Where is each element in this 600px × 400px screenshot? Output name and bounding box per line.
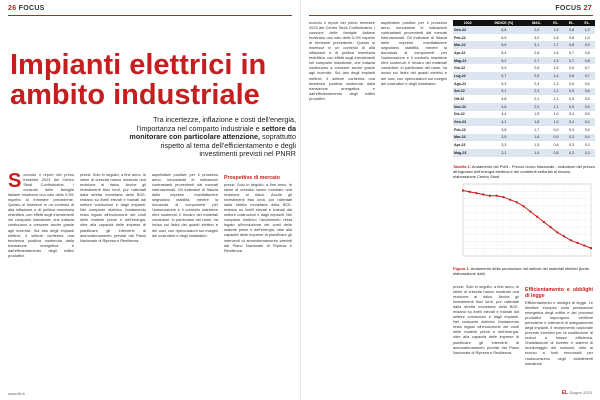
table-row bbox=[453, 72, 595, 80]
table-body bbox=[453, 26, 595, 157]
table-cell: Mag-22 bbox=[453, 57, 483, 65]
table-cell: 1,5 bbox=[525, 141, 548, 149]
section-title-col4: Efficientamento e obblighi di legge bbox=[525, 287, 593, 299]
table-cell: 1,6 bbox=[548, 34, 564, 42]
table-row bbox=[453, 134, 595, 142]
table-cell: 6,8 bbox=[483, 26, 526, 34]
table-cell: 0,8 bbox=[564, 26, 580, 34]
table-cell: 0,5 bbox=[579, 95, 595, 103]
table-cell: 5,9 bbox=[483, 64, 526, 72]
table-cell: 0,7 bbox=[579, 72, 595, 80]
chart-caption-label: Figura 1. bbox=[453, 266, 470, 271]
right-page bbox=[300, 0, 600, 400]
subtitle-part1: Tra incertezze, inflazione e costi dell'energia, l'importanza nel comparto industriale e bbox=[136, 115, 296, 133]
header-rule-left bbox=[8, 15, 292, 16]
table-cell: 1,4 bbox=[525, 149, 548, 157]
table-cell: 0,8 bbox=[564, 41, 580, 49]
table-cell: 6,9 bbox=[483, 34, 526, 42]
table-header-cell: EL. bbox=[579, 20, 595, 26]
right-body-column-3-text: prezzi. Solo in seguito, a fine anno, le stime di crescita hanno mostrato una revisione al rialzo. Anche gli investimenti fissi lordi, pur rallentati dalla stretta monetaria della BCE, restano su livelli elevati e trainati dal settore costruzioni e dagli impianti. Nel comparto elettrico l'andamento resta legato all'evoluzione dei costi delle materie prime e dell'energia, oltre alla capacità delle imprese di pianificare gli interventi di ammodernamento previsti dal Piano Nazionale di Ripresa e Resilienza. bbox=[453, 284, 519, 355]
table-cell: 5,7 bbox=[483, 72, 526, 80]
table-cell: 4,4 bbox=[483, 111, 526, 119]
table-cell: 1,2 bbox=[548, 88, 564, 96]
table-caption-label: Tabella 1. bbox=[453, 164, 471, 169]
dropcap: S bbox=[8, 172, 22, 192]
table-cell: 1,0 bbox=[548, 118, 564, 126]
table-row bbox=[453, 95, 595, 103]
table-cell: 2,4 bbox=[525, 80, 548, 88]
chart-caption-text: Andamento della produzione nel settore dei materiali elettrici (fonte elaborazione dati) bbox=[453, 266, 590, 276]
table-cell: Gen-23 bbox=[453, 118, 483, 126]
table-row bbox=[453, 64, 595, 72]
chart-point bbox=[577, 242, 579, 244]
table-cell: 0,3 bbox=[579, 149, 595, 157]
body-column-1 bbox=[8, 172, 74, 390]
right-body-column-4-text: Efficientamento e obblighi di legge. Le direttive europee sulla prestazione energetica degli edifici e dei processi produttivi impongono verifiche periodiche e interventi di adeguamento degli impianti. Il recepimento nazionale prevede incentivi per la sostituzione di motori a bassa efficienza, l'installazione di inverter e sistemi di monitoraggio dei consumi, oltre al ricorso a fonti rinnovabili per l'autoconsumo negli stabilimenti industriali. bbox=[525, 300, 593, 366]
table-cell: 0,4 bbox=[564, 126, 580, 134]
subtitle-bold: settore da monitorare con particolare attenzione, bbox=[129, 123, 296, 142]
table-cell: Gen-22 bbox=[453, 26, 483, 34]
table-cell: 0,3 bbox=[564, 149, 580, 157]
body-column-2 bbox=[80, 172, 146, 390]
table-row bbox=[453, 118, 595, 126]
table-cell: 1,0 bbox=[548, 111, 564, 119]
table-cell: 6,2 bbox=[483, 57, 526, 65]
section-label-right: FOCUS bbox=[555, 5, 582, 12]
right-body-column-1-text: econdo il report del primo trimestre 2023 del Centro Studi Confindustria, i consumi delle famiglie italiane mostrano uno calo dello 0,3% rispetto al trimestre precedente. Questo si inserisce in un contesto di alta inflazione e di politica monetaria restrittiva, con effetti sugli investimenti nel comparto industriale, che tuttavia continuano a crescere anche grazie agli incentivi. Sul lato degli impianti elettrici, il settore conferma una tendenza positiva sostenuta dalla transizione energetica e dall'efficientamento degli edifici produttivi. bbox=[309, 20, 375, 101]
chart-caption bbox=[453, 266, 595, 276]
chart-point bbox=[462, 190, 464, 192]
table-cell: 0,6 bbox=[579, 88, 595, 96]
pun-table bbox=[453, 20, 595, 157]
table-cell: 1,6 bbox=[548, 49, 564, 57]
table-row bbox=[453, 111, 595, 119]
chart-point bbox=[509, 199, 511, 201]
table-cell: 0,6 bbox=[564, 64, 580, 72]
table-cell: 0,6 bbox=[564, 80, 580, 88]
headline: Impianti elettrici in ambito industriale bbox=[10, 49, 267, 111]
chart-point bbox=[536, 216, 538, 218]
table-cell: 0,7 bbox=[564, 49, 580, 57]
chart-point bbox=[523, 205, 525, 207]
table-cell: 0,4 bbox=[564, 111, 580, 119]
table-cell: 2,5 bbox=[525, 72, 548, 80]
table-cell: 0,7 bbox=[579, 64, 595, 72]
table-cell: 3,5 bbox=[483, 134, 526, 142]
table-cell: 1,8 bbox=[525, 118, 548, 126]
table-cell: 0,4 bbox=[564, 118, 580, 126]
table-row bbox=[453, 141, 595, 149]
body-column-1-text: econdo il report del primo trimestre 2023 del Centro Studi Confindustria, i consumi delle famiglie italiane mostrano uno calo dello 0,3% rispetto al trimestre precedente. Questo si inserisce in un contesto di alta inflazione e di politica monetaria restrittiva, con effetti sugli investimenti nel comparto industriale, che tuttavia continuano a crescere anche grazie agli incentivi. Sul lato degli impianti elettrici, il settore conferma una tendenza positiva sostenuta dalla transizione energetica e dall'efficientamento degli edifici produttivi. bbox=[8, 172, 74, 258]
section-title-col4a: Prospettive di mercato bbox=[224, 175, 280, 181]
table-cell: 2,3 bbox=[525, 88, 548, 96]
table-cell: 0,5 bbox=[564, 103, 580, 111]
table-cell: 1,6 bbox=[525, 134, 548, 142]
table-cell: 1,0 bbox=[579, 34, 595, 42]
chart-point bbox=[583, 245, 585, 247]
table-cell: Feb-22 bbox=[453, 34, 483, 42]
right-body-column-1 bbox=[309, 20, 375, 390]
table-cell: 2,8 bbox=[525, 49, 548, 57]
table-cell: Giu-22 bbox=[453, 64, 483, 72]
table-cell: 1,5 bbox=[548, 57, 564, 65]
table-cell: 2,6 bbox=[525, 64, 548, 72]
table-cell: 1,4 bbox=[548, 72, 564, 80]
chart-point bbox=[563, 235, 565, 237]
body-column-2-text: prezzi. Solo in seguito, a fine anno, le stime di crescita hanno mostrato una revisione al rialzo. Anche gli investimenti fissi lordi, pur rallentati dalla stretta monetaria della BCE, restano su livelli elevati e trainati dal settore costruzioni e dagli impianti. Nel comparto elettrico l'andamento resta legato all'evoluzione dei costi delle materie prime e dell'energia, oltre alla capacità delle imprese di pianificare gli interventi di ammodernamento previsti dal Piano Nazionale di Ripresa e Resilienza. bbox=[80, 172, 146, 243]
table-cell: 0,8 bbox=[548, 141, 564, 149]
table-cell: 1,0 bbox=[579, 26, 595, 34]
table-cell: 0,6 bbox=[579, 80, 595, 88]
table-header-cell: INDICE (%) bbox=[483, 20, 526, 26]
subtitle bbox=[126, 116, 296, 159]
table-cell: 0,4 bbox=[579, 126, 595, 134]
table-cell: 0,3 bbox=[579, 141, 595, 149]
table-cell: 3,8 bbox=[483, 126, 526, 134]
chart-point bbox=[482, 193, 484, 195]
production-chart bbox=[453, 180, 595, 264]
table-cell: 4,6 bbox=[483, 103, 526, 111]
table-cell: 2,7 bbox=[525, 57, 548, 65]
table-cell: 0,8 bbox=[579, 57, 595, 65]
chart-point bbox=[489, 195, 491, 197]
chart-point bbox=[543, 221, 545, 223]
chart-point bbox=[556, 231, 558, 233]
table-caption bbox=[453, 164, 595, 179]
table-cell: 2,1 bbox=[525, 95, 548, 103]
table-cell: 0,4 bbox=[579, 134, 595, 142]
table-cell: 0,3 bbox=[564, 141, 580, 149]
right-body-column-2-text: aspettative positive per il prossimo anno, nonostante le indicazioni contrastanti provenienti dai mercati internazionali. Gli indicatori di fiducia delle imprese manifatturiere segnalano stabilità, mentre la domanda di componenti per l'automazione e il controllo mantiene ritmi sostenuti. Il rincaro dei materiali conduttori, in particolare del rame, ha inciso sui listini dei quadri elettrici e dei cavi, con ripercussioni sui margini dei costruttori e degli installatori. bbox=[381, 20, 447, 86]
table-row bbox=[453, 103, 595, 111]
header-rule-right bbox=[309, 15, 593, 16]
table-cell: 0,8 bbox=[564, 34, 580, 42]
running-header-right bbox=[555, 5, 592, 12]
table-cell: 6,4 bbox=[483, 49, 526, 57]
body-column-4-text: prezzi. Solo in seguito, a fine anno, le stime di crescita hanno mostrato una revisione al rialzo. Anche gli investimenti fissi lordi, pur rallentati dalla stretta monetaria della BCE, restano su livelli elevati e trainati dal settore costruzioni e dagli impianti. Nel comparto elettrico l'andamento resta legato all'evoluzione dei costi delle materie prime e dell'energia, oltre alla capacità delle imprese di pianificare gli interventi di ammodernamento previsti dal Piano Nazionale di Ripresa e Resilienza. bbox=[224, 182, 292, 253]
table-row bbox=[453, 41, 595, 49]
table-cell: 4,8 bbox=[483, 95, 526, 103]
table-cell: 0,9 bbox=[579, 41, 595, 49]
table-header-cell: MAC. bbox=[525, 20, 548, 26]
table-cell: 0,5 bbox=[579, 111, 595, 119]
table-cell: Apr-23 bbox=[453, 141, 483, 149]
table-cell: 3,3 bbox=[483, 141, 526, 149]
table-cell: Ott-22 bbox=[453, 95, 483, 103]
table-cell: 0,7 bbox=[564, 57, 580, 65]
issue-label: Giugno 2023 bbox=[569, 390, 592, 395]
table-cell: Mar-23 bbox=[453, 134, 483, 142]
table-caption-text: Andamento dei PUN - Prezzo Unico Nazionale - indicatore del prezzo all'ingrosso dell'energia elettrica e dei contributi settoriali al rincaro, elaborazione Centro Studi bbox=[453, 164, 595, 179]
chart-point bbox=[570, 239, 572, 241]
table-cell: Mar-22 bbox=[453, 41, 483, 49]
body-column-3-text: aspettative positive per il prossimo anno, nonostante le indicazioni contrastanti provenienti dai mercati internazionali. Gli indicatori di fiducia delle imprese manifatturiere segnalano stabilità, mentre la domanda di componenti per l'automazione e il controllo mantiene ritmi sostenuti. Il rincaro dei materiali conduttori, in particolare del rame, ha inciso sui listini dei quadri elettrici e dei cavi, con ripercussioni sui margini dei costruttori e degli installatori. bbox=[152, 172, 218, 238]
table-cell: 2,9 bbox=[525, 26, 548, 34]
table-cell: 1,3 bbox=[548, 80, 564, 88]
magazine-brand: EL bbox=[561, 390, 568, 396]
chart-point bbox=[516, 201, 518, 203]
table-cell: 0,9 bbox=[548, 134, 564, 142]
table-row bbox=[453, 57, 595, 65]
footer-left: www.ilb.it bbox=[8, 391, 25, 396]
table-cell: Lug-22 bbox=[453, 72, 483, 80]
table-cell: 3,1 bbox=[525, 41, 548, 49]
table-cell: 5,1 bbox=[483, 88, 526, 96]
table-cell: 0,6 bbox=[564, 72, 580, 80]
chart-point bbox=[529, 210, 531, 212]
table-cell: 0,3 bbox=[564, 134, 580, 142]
table-cell: 0,5 bbox=[564, 95, 580, 103]
table-cell: 0,4 bbox=[579, 118, 595, 126]
table-cell: 1,2 bbox=[548, 95, 564, 103]
chart-point bbox=[475, 192, 477, 194]
right-body-column-4 bbox=[525, 284, 593, 390]
table-header-cell: EL. bbox=[564, 20, 580, 26]
table-row bbox=[453, 149, 595, 157]
table-header-cell: EL. bbox=[548, 20, 564, 26]
table-cell: 1,5 bbox=[548, 64, 564, 72]
chart-point bbox=[550, 226, 552, 228]
table-cell: Feb-23 bbox=[453, 126, 483, 134]
table-row bbox=[453, 34, 595, 42]
table-cell: 3,0 bbox=[525, 34, 548, 42]
table-cell: 1,9 bbox=[525, 111, 548, 119]
table-row bbox=[453, 26, 595, 34]
chart-point bbox=[590, 247, 592, 249]
page-number-left: 26 bbox=[8, 5, 17, 12]
table-cell: Set-22 bbox=[453, 88, 483, 96]
right-body-column-3 bbox=[453, 284, 519, 390]
table-row bbox=[453, 80, 595, 88]
table-row bbox=[453, 49, 595, 57]
table-cell: Mag-23 bbox=[453, 149, 483, 157]
table-row bbox=[453, 88, 595, 96]
table-cell: 0,8 bbox=[579, 49, 595, 57]
table-cell: 1,7 bbox=[548, 41, 564, 49]
table-header-cell: 2022 bbox=[453, 20, 483, 26]
chart-point bbox=[469, 191, 471, 193]
table-cell: 4,1 bbox=[483, 118, 526, 126]
table-cell: 6,9 bbox=[483, 41, 526, 49]
table-cell: 0,5 bbox=[564, 88, 580, 96]
running-header-left bbox=[8, 5, 45, 12]
table-cell: 0,8 bbox=[548, 149, 564, 157]
chart-point bbox=[496, 195, 498, 197]
table-cell: Apr-22 bbox=[453, 49, 483, 57]
right-body-column-2 bbox=[381, 20, 447, 390]
page-number-right: 27 bbox=[583, 5, 592, 12]
body-column-3 bbox=[152, 172, 218, 390]
table-cell: Nov-22 bbox=[453, 103, 483, 111]
table-cell: Dic-22 bbox=[453, 111, 483, 119]
chart-point bbox=[502, 196, 504, 198]
table-row bbox=[453, 126, 595, 134]
table-cell: 0,9 bbox=[548, 126, 564, 134]
body-column-4 bbox=[224, 172, 292, 390]
table-cell: 2,0 bbox=[525, 103, 548, 111]
table-cell: Ago-22 bbox=[453, 80, 483, 88]
table-cell: 3,1 bbox=[483, 149, 526, 157]
section-label-left: FOCUS bbox=[18, 5, 45, 12]
table-cell: 5,3 bbox=[483, 80, 526, 88]
table-cell: 0,5 bbox=[579, 103, 595, 111]
subtitle-part2: soprattutto rispetto al tema dell'efficientamento e degli investimenti previsti nel PNRR bbox=[160, 132, 296, 159]
table-cell: 1,1 bbox=[548, 103, 564, 111]
footer-right bbox=[562, 390, 592, 396]
table-cell: 1,7 bbox=[525, 126, 548, 134]
table-cell: 1,5 bbox=[548, 26, 564, 34]
